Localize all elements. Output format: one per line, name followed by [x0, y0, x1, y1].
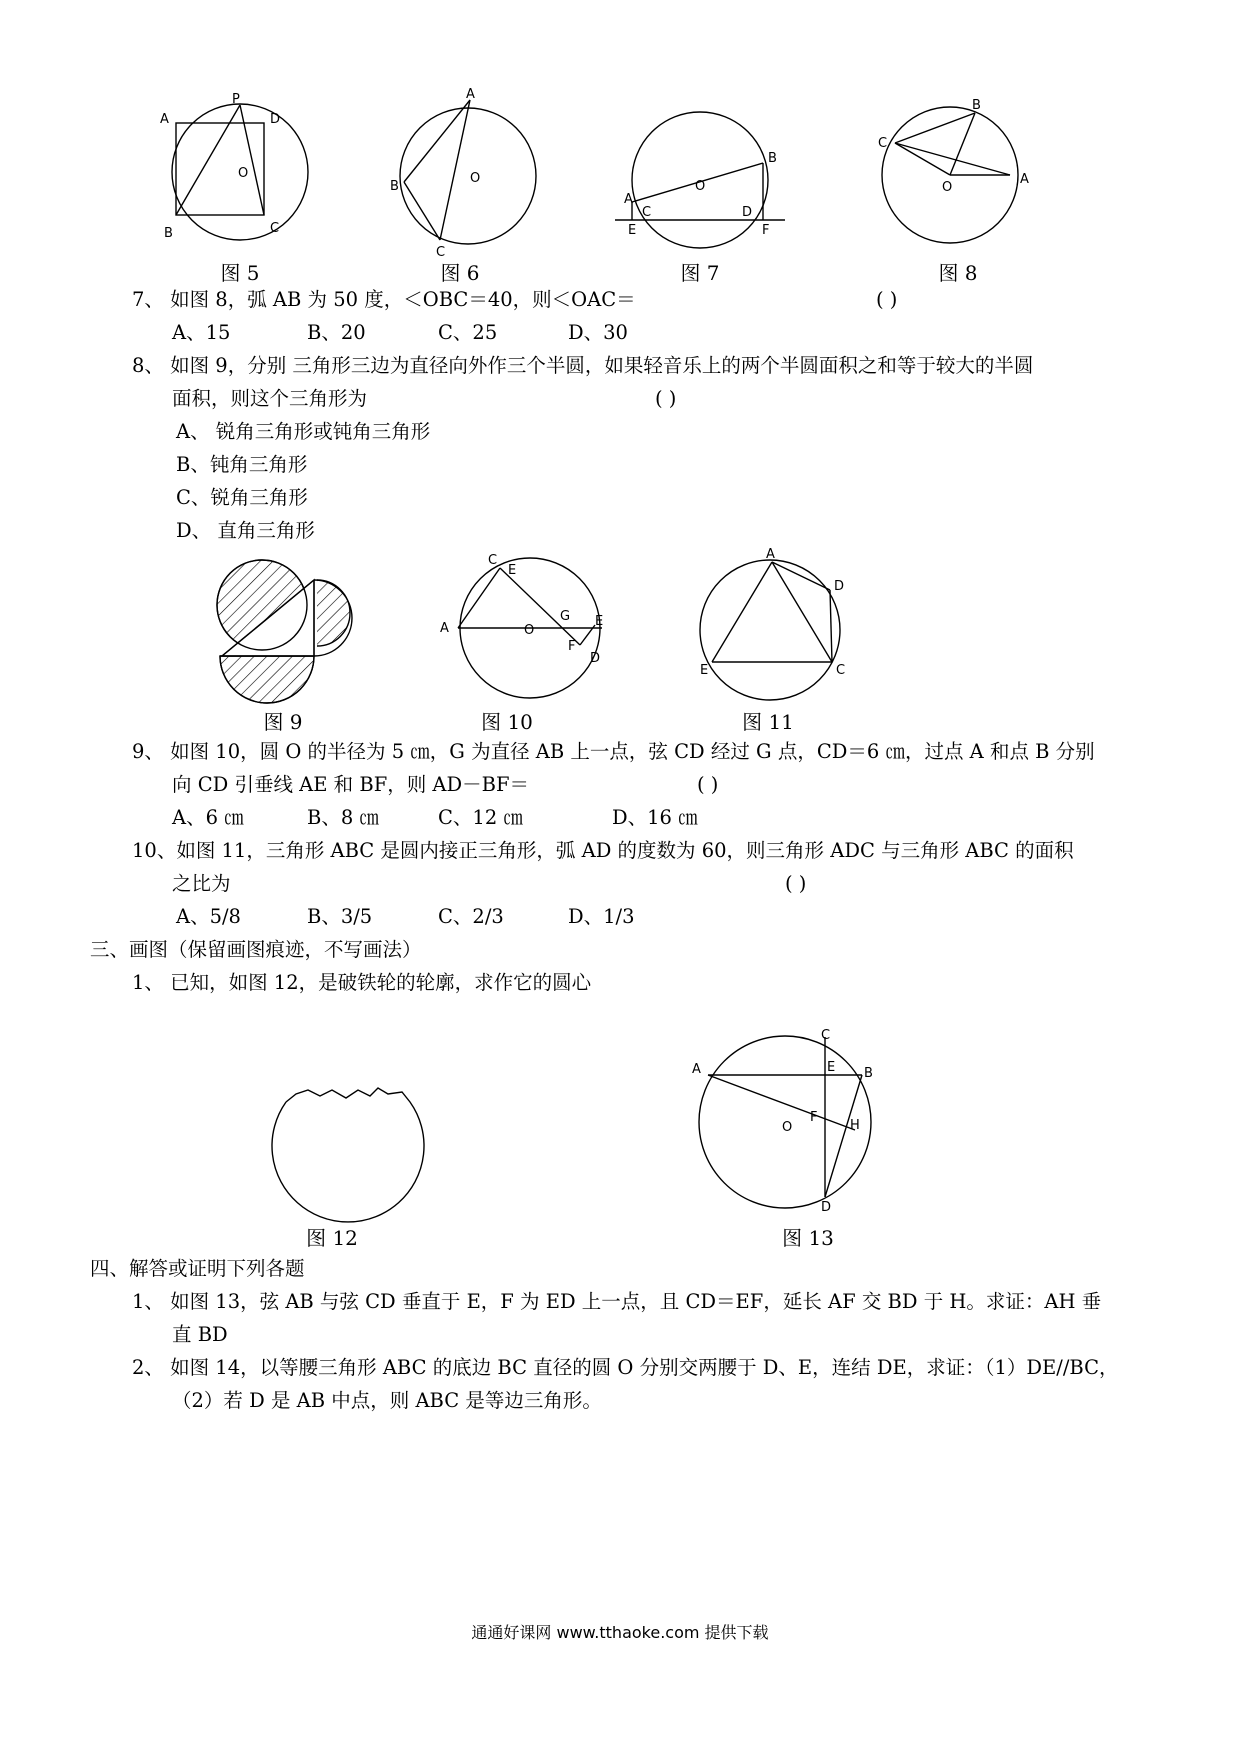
figure-11: [690, 547, 860, 700]
svg-text:A: A: [440, 621, 449, 636]
section-3-heading: 三、画图（保留画图痕迹，不写画法）: [90, 938, 422, 961]
svg-text:B: B: [390, 179, 399, 194]
svg-text:C: C: [488, 553, 498, 568]
svg-text:O: O: [942, 180, 953, 195]
section-4-heading: 四、解答或证明下列各题: [90, 1257, 305, 1280]
question-9-option-d: D、16 ㎝: [612, 806, 698, 829]
question-10-option-b: B、3/5: [307, 905, 373, 928]
figure-10: [430, 550, 610, 700]
question-7-option-d: D、30: [568, 321, 628, 344]
question-7-option-a: A、15: [172, 321, 231, 344]
svg-text:O: O: [782, 1120, 793, 1135]
svg-text:D: D: [821, 1200, 832, 1215]
svg-text:A: A: [624, 192, 633, 207]
figure-12-caption: 图 12: [306, 1226, 358, 1250]
question-10-answer-paren: ( ): [785, 872, 807, 895]
figure-8: [870, 95, 1050, 255]
figure-13: [690, 1025, 890, 1215]
svg-text:E: E: [827, 1060, 836, 1075]
question-9-option-a: A、6 ㎝: [172, 806, 244, 829]
question-8-option-b: B、钝角三角形: [176, 453, 308, 476]
svg-text:A: A: [160, 112, 169, 127]
svg-text:O: O: [238, 166, 249, 181]
svg-text:O: O: [524, 623, 535, 638]
question-8-line-2: 面积，则这个三角形为: [172, 387, 368, 410]
svg-text:C: C: [878, 136, 888, 151]
section-3-question-1: 1、 已知，如图 12，是破铁轮的轮廓，求作它的圆心: [132, 971, 592, 994]
figure-8-caption: 图 8: [938, 261, 978, 285]
figure-6: [390, 87, 550, 260]
section-4-question-2-line-2: （2）若 D 是 AB 中点，则 ABC 是等边三角形。: [172, 1389, 602, 1412]
svg-text:E: E: [508, 563, 517, 578]
question-10-line-2: 之比为: [172, 872, 231, 895]
svg-text:C: C: [836, 663, 846, 678]
figure-9-caption: 图 9: [263, 710, 303, 734]
question-7-option-c: C、25: [438, 321, 498, 344]
svg-text:B: B: [972, 98, 981, 113]
svg-text:O: O: [470, 171, 481, 186]
section-4-question-1-line-2: 直 BD: [172, 1323, 228, 1346]
svg-text:C: C: [270, 221, 280, 236]
svg-text:P: P: [232, 92, 240, 107]
question-10-option-c: C、2/3: [438, 905, 504, 928]
figure-7: [610, 100, 790, 260]
question-9-answer-paren: ( ): [697, 773, 719, 796]
figure-5-caption: 图 5: [220, 261, 260, 285]
svg-text:F: F: [810, 1110, 818, 1125]
question-7-answer-paren: ( ): [876, 288, 898, 311]
figure-11-caption: 图 11: [742, 710, 794, 734]
figure-13-caption: 图 13: [782, 1226, 834, 1250]
svg-text:D: D: [834, 579, 845, 594]
svg-text:F: F: [568, 639, 576, 654]
svg-text:E: E: [700, 663, 709, 678]
svg-text:H: H: [850, 1118, 860, 1133]
question-9-line-2: 向 CD 引垂线 AE 和 BF，则 AD－BF＝: [172, 773, 529, 796]
svg-text:B: B: [164, 226, 173, 241]
question-8-option-a: A、 锐角三角形或钝角三角形: [176, 420, 431, 443]
question-10-option-a: A、5/8: [176, 905, 241, 928]
question-9-option-c: C、12 ㎝: [438, 806, 523, 829]
svg-text:A: A: [466, 87, 475, 102]
section-4-question-2-line-1: 2、 如图 14，以等腰三角形 ABC 的底边 BC 直径的圆 O 分别交两腰于 D、E，连结 DE，求证：（1）DE//BC，: [132, 1356, 1119, 1379]
question-9-line-1: 9、 如图 10，圆 O 的半径为 5 ㎝，G 为直径 AB 上一点，弦 CD 经过 G 点，CD＝6 ㎝，过点 A 和点 B 分别: [132, 740, 1095, 763]
section-4-question-1-line-1: 1、 如图 13，弦 AB 与弦 CD 垂直于 E，F 为 ED 上一点，且 CD＝EF，延长 AF 交 BD 于 H。求证：AH 垂: [132, 1290, 1102, 1313]
question-8-option-c: C、锐角三角形: [176, 486, 308, 509]
page-footer: 通通好课网 www.tthaoke.com 提供下载: [471, 1623, 769, 1642]
svg-text:D: D: [742, 205, 753, 220]
svg-text:E: E: [628, 223, 637, 238]
question-8-answer-paren: ( ): [655, 387, 677, 410]
svg-text:D: D: [590, 651, 601, 666]
svg-text:F: F: [762, 223, 770, 238]
question-7: 7、 如图 8，弧 AB 为 50 度，＜OBC＝40，则＜OAC＝: [132, 288, 636, 311]
svg-text:C: C: [436, 245, 446, 260]
figure-7-caption: 图 7: [680, 261, 720, 285]
question-10-line-1: 10、如图 11，三角形 ABC 是圆内接正三角形，弧 AD 的度数为 60，则三角形 ADC 与三角形 ABC 的面积: [132, 839, 1074, 862]
svg-text:A: A: [692, 1062, 701, 1077]
figure-5: [160, 92, 320, 255]
figure-10-caption: 图 10: [481, 710, 533, 734]
question-9-option-b: B、8 ㎝: [307, 806, 379, 829]
question-8-option-d: D、 直角三角形: [176, 519, 315, 542]
question-8-line-1: 8、 如图 9，分别 三角形三边为直径向外作三个半圆，如果轻音乐上的两个半圆面积之和等于较大的半圆: [132, 354, 1034, 377]
svg-text:G: G: [560, 609, 571, 624]
figure-12: [260, 1070, 430, 1220]
svg-text:E: E: [595, 614, 604, 629]
svg-text:C: C: [821, 1028, 831, 1043]
svg-text:B: B: [768, 151, 777, 166]
svg-text:O: O: [695, 179, 706, 194]
figure-9: [210, 560, 360, 700]
svg-text:D: D: [270, 112, 281, 127]
svg-text:A: A: [1020, 172, 1029, 187]
svg-text:B: B: [864, 1066, 873, 1081]
figure-6-caption: 图 6: [440, 261, 480, 285]
svg-text:C: C: [642, 205, 652, 220]
question-10-option-d: D、1/3: [568, 905, 635, 928]
svg-text:A: A: [766, 547, 775, 562]
question-7-option-b: B、20: [307, 321, 366, 344]
